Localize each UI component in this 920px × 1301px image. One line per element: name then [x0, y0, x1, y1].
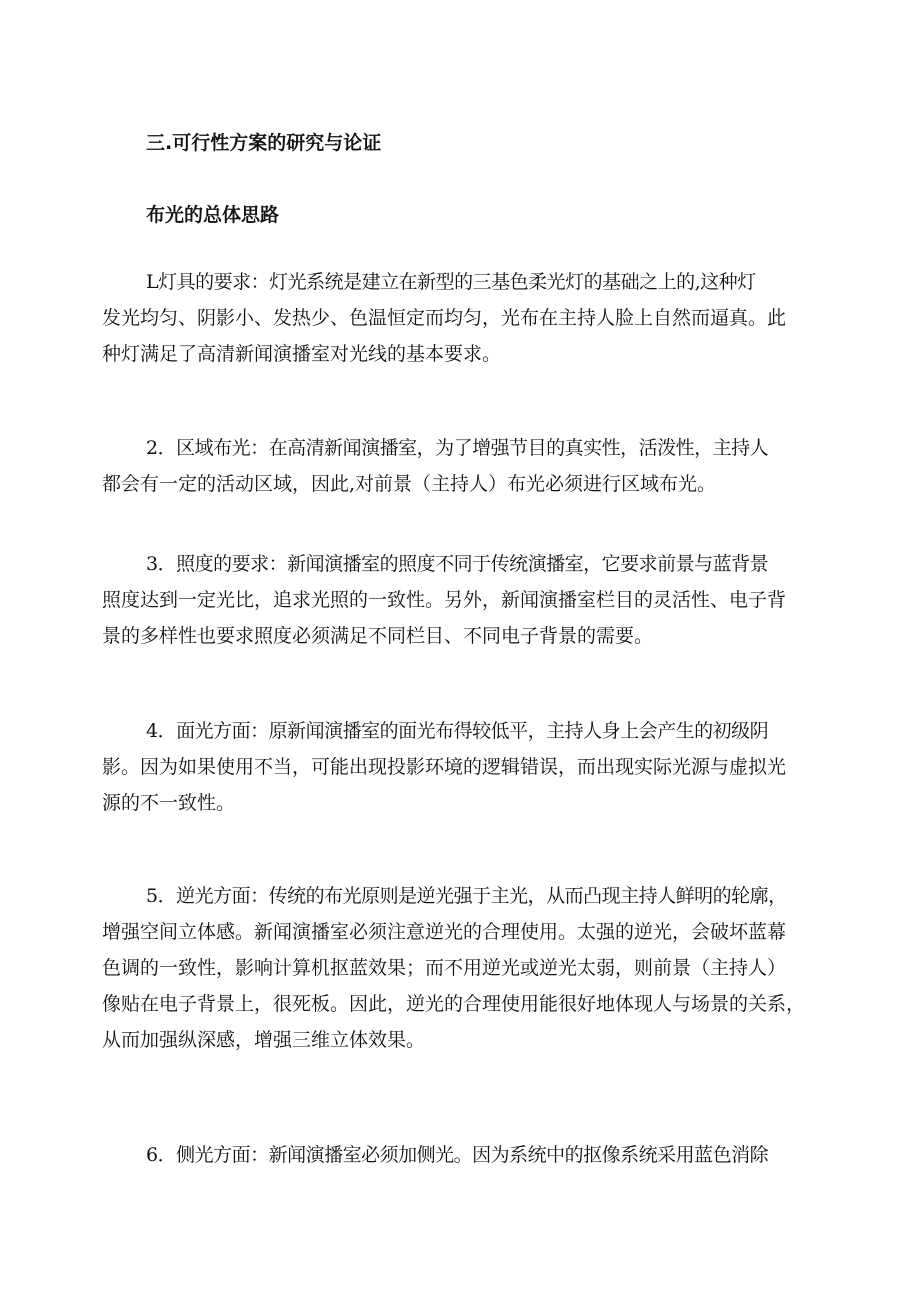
- paragraph-line: 景的多样性也要求照度必须满足不同栏目、不同电子背景的需要。: [102, 625, 654, 647]
- paragraph-line: 4．面光方面：原新闻演播室的面光布得较低平，主持人身上会产生的初级阴: [146, 720, 769, 742]
- paragraph-line: 2．区域布光：在高清新闻演播室，为了增强节目的真实性，活泼性，主持人: [146, 437, 769, 459]
- sub-heading: 布光的总体思路: [146, 204, 280, 226]
- paragraph-line: 照度达到一定光比，追求光照的一致性。另外，新闻演播室栏目的灵活性、电子背: [102, 589, 787, 611]
- paragraph-line: 源的不一致性。: [102, 792, 236, 814]
- paragraph-area-lighting: [102, 430, 822, 502]
- paragraph-line: 发光均匀、阴影小、发热少、色温恒定而均匀，光布在主持人脸上自然而逼真。此: [102, 307, 787, 329]
- paragraph-line: 像贴在电子背景上，很死板。因此，逆光的合理使用能很好地体现人与场景的关系，: [102, 993, 806, 1015]
- paragraph-line: 影。因为如果使用不当，可能出现投影环境的逻辑错误，而出现实际光源与虚拟光: [102, 756, 787, 778]
- paragraph-line: 3．照度的要求：新闻演播室的照度不同于传统演播室，它要求前景与蓝背景: [146, 553, 769, 575]
- paragraph-back-light: [102, 878, 822, 1058]
- paragraph-line: 增强空间立体感。新闻演播室必须注意逆光的合理使用。太强的逆光，会破坏蓝幕: [102, 921, 787, 943]
- paragraph-illuminance-requirements: [102, 546, 822, 654]
- paragraph-line: 种灯满足了高清新闻演播室对光线的基本要求。: [102, 343, 502, 365]
- paragraph-line: 6．侧光方面：新闻演播室必须加侧光。因为系统中的抠像系统采用蓝色消除: [146, 1144, 769, 1166]
- paragraph-line: 都会有一定的活动区域，因此,对前景（主持人）布光必须进行区域布光。: [102, 473, 717, 495]
- section-heading: 三.可行性方案的研究与论证: [146, 132, 382, 154]
- paragraph-lighting-requirements: [102, 264, 822, 372]
- paragraph-line: 从而加强纵深感，增强三维立体效果。: [102, 1029, 426, 1051]
- paragraph-line: 色调的一致性，影响计算机抠蓝效果；而不用逆光或逆光太弱，则前景（主持人）: [102, 957, 787, 979]
- paragraph-side-light: [102, 1137, 822, 1173]
- paragraph-line: 5．逆光方面：传统的布光原则是逆光强于主光，从而凸现主持人鲜明的轮廓，: [146, 885, 787, 907]
- paragraph-line: L灯具的要求：灯光系统是建立在新型的三基色柔光灯的基础之上的,这种灯: [146, 271, 756, 293]
- paragraph-face-light: [102, 713, 822, 821]
